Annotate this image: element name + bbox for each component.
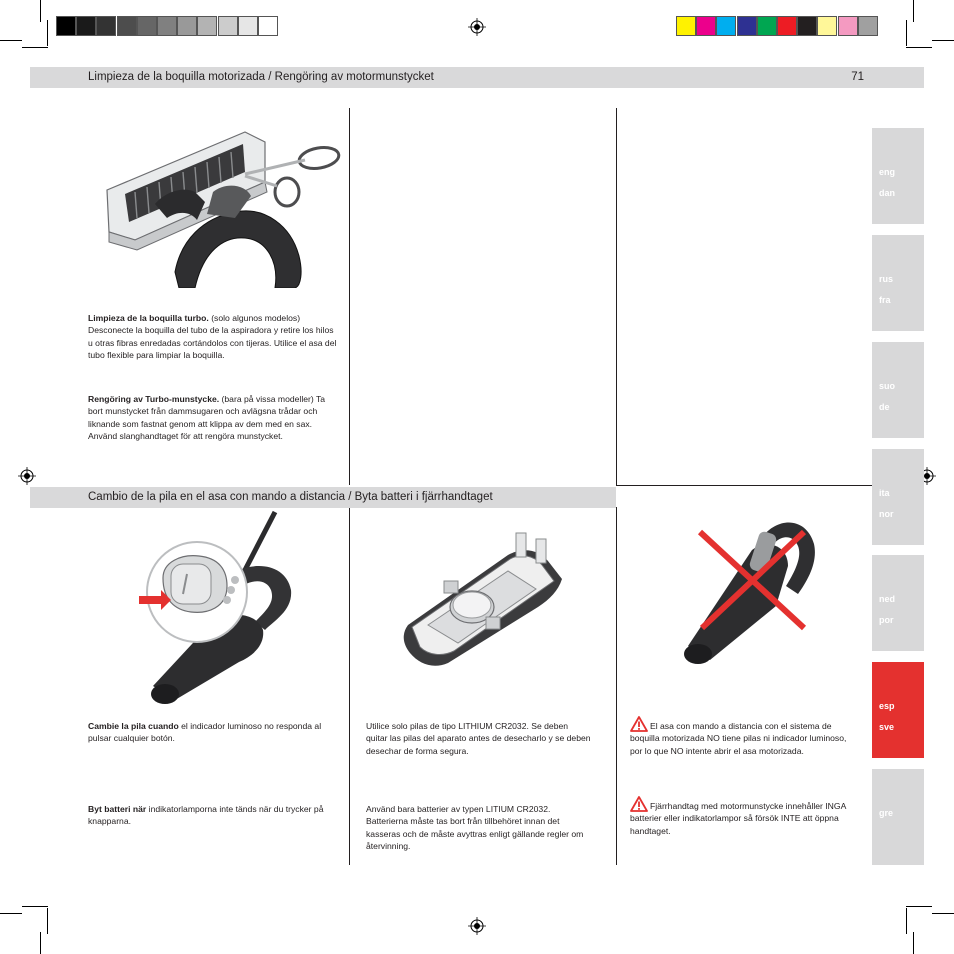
section-title: Cambio de la pila en el asa con mando a distancia / Byta batteri i fjärrhandtaget xyxy=(88,491,493,503)
paragraph-body: (bara på vissa modeller) Ta bort munstycket från dammsugaren och avlägsna trådar och liknande som fastnat genom att klippa av dem med en sax. Använd slanghandtaget för att rengöra munstycket. xyxy=(88,394,326,441)
paragraph-body: Utilice solo pilas de tipo LITHIUM CR2032. Se deben quitar las pilas del aparato antes de desecharlo y se deben desechar de forma segura. xyxy=(366,721,591,756)
color-swatch xyxy=(797,16,817,36)
column-divider xyxy=(616,507,617,865)
paragraph-sv xyxy=(88,393,338,442)
tab-line: dan xyxy=(879,188,896,198)
registration-mark xyxy=(18,467,36,485)
paragraph-sv xyxy=(88,803,328,828)
column-divider xyxy=(349,507,350,865)
paragraph-body: indikatorlamporna inte tänds när du trycker på knapparna. xyxy=(88,804,324,827)
paragraph-es xyxy=(88,312,338,361)
paragraph-body: el indicador luminoso no responda al pulsar cualquier botón. xyxy=(88,721,322,744)
column-divider xyxy=(616,108,617,485)
remote-handle-screwdriver-illustration xyxy=(135,510,295,710)
tab-line: ned xyxy=(879,594,896,604)
tab-line: eng xyxy=(879,167,896,177)
color-swatch xyxy=(238,16,258,36)
color-swatch xyxy=(157,16,177,36)
crop-mark xyxy=(906,908,907,934)
crop-mark xyxy=(913,0,914,22)
color-swatch xyxy=(777,16,797,36)
tab-line: rus xyxy=(879,274,894,284)
crop-mark xyxy=(22,906,48,907)
crop-mark xyxy=(906,47,932,48)
color-swatch xyxy=(96,16,116,36)
crop-mark xyxy=(0,913,22,914)
color-swatch xyxy=(177,16,197,36)
tab-line: esp xyxy=(879,701,895,711)
language-tab-ita-nor[interactable] xyxy=(872,449,924,545)
paragraph-lead: Limpieza de la boquilla turbo. xyxy=(88,313,209,323)
color-swatch xyxy=(218,16,238,36)
battery-compartment-illustration xyxy=(398,525,568,670)
color-swatch xyxy=(56,16,76,36)
color-swatch xyxy=(737,16,757,36)
paragraph-lead: Rengöring av Turbo-munstycke. xyxy=(88,394,220,404)
paragraph-lead: Byt batteri när xyxy=(88,804,147,814)
turbo-nozzle-illustration xyxy=(95,122,341,288)
language-tab-esp-sve[interactable] xyxy=(872,662,924,758)
page-number: 71 xyxy=(851,71,864,83)
tab-line: nor xyxy=(879,509,894,519)
language-tab-suo-de[interactable] xyxy=(872,342,924,438)
paragraph-es xyxy=(366,720,591,757)
tab-line: ita xyxy=(879,488,890,498)
crop-mark xyxy=(22,47,48,48)
crop-mark xyxy=(47,20,48,46)
crop-mark xyxy=(932,40,954,41)
paragraph-body: Använd bara batterier av typen LITIUM CR2032. Batterierna måste tas bort från tillbehöret innan det kasseras och de måste avyttras enligt gällande regler om återvinning. xyxy=(366,804,584,851)
tab-line: sve xyxy=(879,722,895,732)
handle-do-not-open-illustration xyxy=(680,510,830,680)
column-divider xyxy=(349,108,350,485)
paragraph-sv xyxy=(366,803,591,852)
crop-mark xyxy=(932,913,954,914)
color-swatch xyxy=(817,16,837,36)
color-swatch xyxy=(858,16,878,36)
crop-mark xyxy=(913,932,914,954)
color-swatch xyxy=(696,16,716,36)
color-swatch xyxy=(757,16,777,36)
color-swatch xyxy=(258,16,278,36)
crop-mark xyxy=(0,40,22,41)
paragraph-es xyxy=(88,720,328,745)
color-swatch xyxy=(838,16,858,36)
crop-mark xyxy=(906,20,907,46)
color-swatch xyxy=(137,16,157,36)
warning-sv xyxy=(630,796,848,837)
crop-mark xyxy=(40,0,41,22)
color-swatch xyxy=(716,16,736,36)
tab-line: por xyxy=(879,615,894,625)
warning-es xyxy=(630,716,848,757)
color-swatch xyxy=(117,16,137,36)
warning-text: El asa con mando a distancia con el sistema de boquilla motorizada NO tiene pilas ni indicador luminoso, por lo que NO intente abrir el asa motorizada. xyxy=(630,721,847,756)
rule xyxy=(616,485,872,486)
language-tab-rus-fra[interactable] xyxy=(872,235,924,331)
crop-mark xyxy=(40,932,41,954)
crop-mark xyxy=(47,908,48,934)
warning-icon xyxy=(630,796,648,812)
registration-mark xyxy=(468,917,486,935)
language-tab-ned-por[interactable] xyxy=(872,555,924,651)
color-swatch xyxy=(197,16,217,36)
tab-line: de xyxy=(879,402,890,412)
section-header xyxy=(30,487,616,508)
color-swatch xyxy=(76,16,96,36)
tab-line: fra xyxy=(879,295,891,305)
paragraph-body: (solo algunos modelos) Desconecte la boquilla del tubo de la aspiradora y retire los hilos u otras fibras enredadas cortándolos con tijeras. Utilice el asa del tubo flexible para limpiar la boquilla. xyxy=(88,313,337,360)
warning-icon xyxy=(630,716,648,732)
warning-text: Fjärrhandtag med motormunstycke innehåller INGA batterier eller indikatorlampor så försök INTE att öppna handtaget. xyxy=(630,801,846,836)
section-title: Limpieza de la boquilla motorizada / Rengöring av motormunstycket xyxy=(88,71,434,83)
tab-line: suo xyxy=(879,381,896,391)
language-tab-gre[interactable] xyxy=(872,769,924,865)
crop-mark xyxy=(906,906,932,907)
registration-mark xyxy=(468,18,486,36)
language-tab-eng-dan[interactable] xyxy=(872,128,924,224)
paragraph-lead: Cambie la pila cuando xyxy=(88,721,179,731)
section-header xyxy=(30,67,924,88)
tab-line: gre xyxy=(879,808,894,818)
color-swatch xyxy=(676,16,696,36)
